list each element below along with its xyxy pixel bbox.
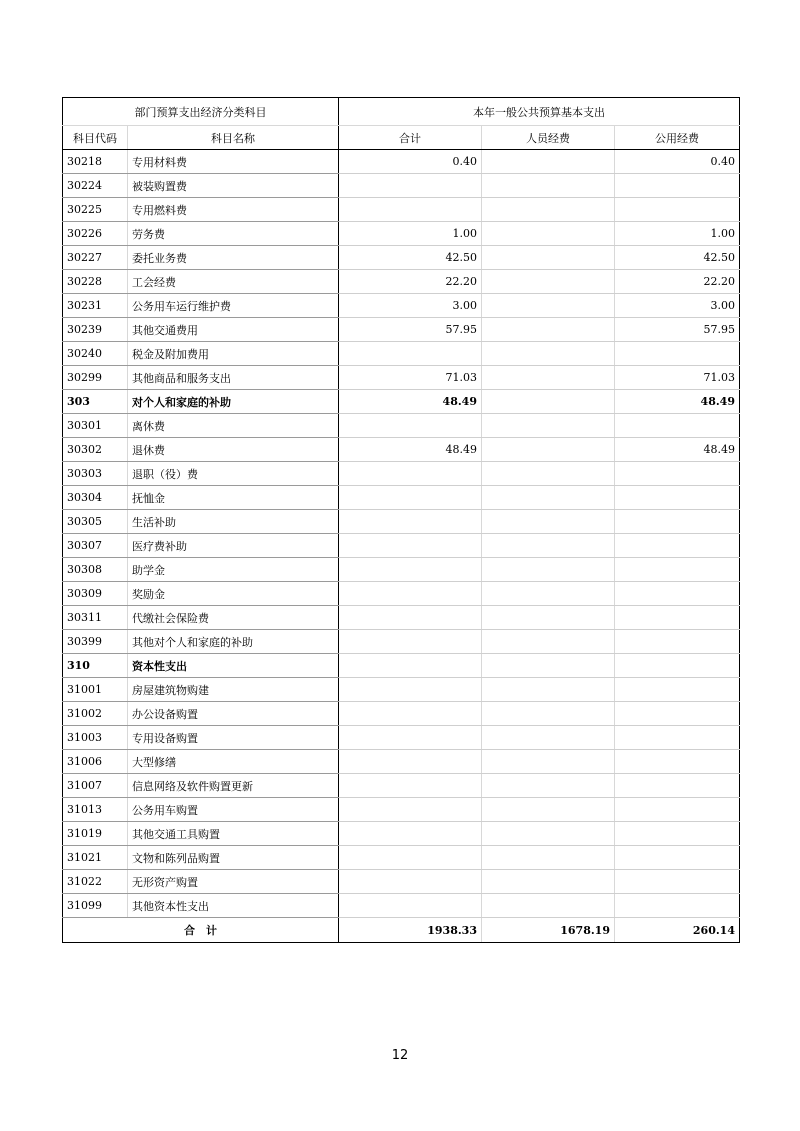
row-public [615,342,740,366]
row-total: 0.40 [339,150,482,174]
row-code: 30225 [63,198,128,222]
row-personnel [482,534,615,558]
row-public [615,534,740,558]
row-name: 办公设备购置 [128,702,339,726]
table-row [63,510,740,534]
header-total: 合计 [339,126,482,150]
row-code: 30302 [63,438,128,462]
row-total [339,342,482,366]
table-row [63,318,740,342]
row-name: 奖励金 [128,582,339,606]
row-name: 退职（役）费 [128,462,339,486]
table-row [63,894,740,918]
row-total: 1.00 [339,222,482,246]
table-row [63,390,740,414]
row-public [615,774,740,798]
row-personnel [482,870,615,894]
row-total [339,750,482,774]
row-personnel [482,462,615,486]
row-total [339,870,482,894]
row-name: 专用设备购置 [128,726,339,750]
row-code: 30227 [63,246,128,270]
row-name: 文物和陈列品购置 [128,846,339,870]
row-public [615,822,740,846]
row-personnel [482,510,615,534]
row-name: 专用燃料费 [128,198,339,222]
row-public [615,798,740,822]
row-total [339,486,482,510]
row-total [339,462,482,486]
row-code: 31021 [63,846,128,870]
row-public [615,654,740,678]
row-total: 71.03 [339,366,482,390]
row-code: 30303 [63,462,128,486]
row-personnel [482,390,615,414]
table-row [63,414,740,438]
total-sum: 1938.33 [339,918,482,943]
row-code: 31006 [63,750,128,774]
row-code: 30226 [63,222,128,246]
total-label: 合 计 [63,918,339,943]
table-row [63,678,740,702]
table-row [63,342,740,366]
row-personnel [482,222,615,246]
header-code: 科目代码 [63,126,128,150]
row-personnel [482,270,615,294]
row-public [615,894,740,918]
row-public [615,558,740,582]
row-total [339,798,482,822]
table-row [63,294,740,318]
row-total [339,582,482,606]
row-personnel [482,846,615,870]
row-personnel [482,150,615,174]
row-personnel [482,414,615,438]
row-public [615,750,740,774]
row-personnel [482,630,615,654]
table-row [63,462,740,486]
row-code: 30231 [63,294,128,318]
table-row [63,174,740,198]
row-personnel [482,294,615,318]
row-personnel [482,246,615,270]
row-name: 大型修缮 [128,750,339,774]
row-personnel [482,198,615,222]
budget-expenditure-table [62,97,740,943]
row-total [339,678,482,702]
row-code: 30305 [63,510,128,534]
row-name: 其他资本性支出 [128,894,339,918]
table-row [63,222,740,246]
row-personnel [482,798,615,822]
row-total [339,510,482,534]
row-name: 对个人和家庭的补助 [128,390,339,414]
row-name: 工会经费 [128,270,339,294]
row-public [615,462,740,486]
row-total [339,702,482,726]
table-row [63,726,740,750]
row-name: 专用材料费 [128,150,339,174]
row-code: 30304 [63,486,128,510]
row-name: 房屋建筑物购建 [128,678,339,702]
row-name: 资本性支出 [128,654,339,678]
row-name: 医疗费补助 [128,534,339,558]
page-number: 12 [391,1048,409,1063]
row-public [615,582,740,606]
table-row [63,798,740,822]
row-name: 公务用车购置 [128,798,339,822]
row-name: 其他对个人和家庭的补助 [128,630,339,654]
row-name: 退休费 [128,438,339,462]
row-code: 30218 [63,150,128,174]
row-total: 57.95 [339,318,482,342]
row-name: 税金及附加费用 [128,342,339,366]
table-row [63,750,740,774]
row-name: 其他交通工具购置 [128,822,339,846]
header-public: 公用经费 [615,126,740,150]
row-code: 31001 [63,678,128,702]
row-code: 310 [63,654,128,678]
row-public [615,870,740,894]
row-public: 22.20 [615,270,740,294]
row-public: 48.49 [615,438,740,462]
row-total [339,606,482,630]
row-personnel [482,558,615,582]
row-total: 48.49 [339,438,482,462]
table-row [63,150,740,174]
row-public: 57.95 [615,318,740,342]
header-column-row [63,126,740,150]
row-personnel [482,750,615,774]
row-total [339,726,482,750]
row-personnel [482,726,615,750]
row-personnel [482,582,615,606]
row-total [339,198,482,222]
row-name: 其他交通费用 [128,318,339,342]
row-name: 公务用车运行维护费 [128,294,339,318]
row-public: 1.00 [615,222,740,246]
row-total [339,894,482,918]
row-personnel [482,774,615,798]
row-code: 30228 [63,270,128,294]
table-row [63,558,740,582]
table-row [63,270,740,294]
header-personnel: 人员经费 [482,126,615,150]
row-name: 代缴社会保险费 [128,606,339,630]
row-code: 30308 [63,558,128,582]
table-row [63,654,740,678]
table-row [63,606,740,630]
row-code: 31019 [63,822,128,846]
row-code: 31013 [63,798,128,822]
row-personnel [482,318,615,342]
row-public [615,678,740,702]
row-code: 30240 [63,342,128,366]
row-public [615,174,740,198]
row-name: 信息网络及软件购置更新 [128,774,339,798]
table-row [63,534,740,558]
row-total [339,822,482,846]
row-total: 42.50 [339,246,482,270]
row-name: 委托业务费 [128,246,339,270]
row-code: 31007 [63,774,128,798]
row-code: 30311 [63,606,128,630]
row-code: 303 [63,390,128,414]
table-row [63,702,740,726]
row-personnel [482,702,615,726]
row-name: 生活补助 [128,510,339,534]
table-row [63,822,740,846]
table-row [63,774,740,798]
row-public [615,486,740,510]
row-code: 30399 [63,630,128,654]
row-total: 22.20 [339,270,482,294]
row-total [339,174,482,198]
row-code: 31003 [63,726,128,750]
row-name: 劳务费 [128,222,339,246]
header-group-left: 部门预算支出经济分类科目 [63,98,339,126]
row-public [615,510,740,534]
row-personnel [482,174,615,198]
table-row [63,870,740,894]
row-code: 31099 [63,894,128,918]
row-public [615,630,740,654]
row-code: 30224 [63,174,128,198]
row-total [339,654,482,678]
row-personnel [482,822,615,846]
row-total [339,558,482,582]
row-public [615,846,740,870]
row-public: 42.50 [615,246,740,270]
row-public [615,198,740,222]
row-code: 30299 [63,366,128,390]
row-total [339,846,482,870]
row-code: 30309 [63,582,128,606]
row-public: 0.40 [615,150,740,174]
table-row [63,438,740,462]
row-personnel [482,486,615,510]
header-group-right: 本年一般公共预算基本支出 [339,98,740,126]
row-public: 3.00 [615,294,740,318]
total-personnel: 1678.19 [482,918,615,943]
row-code: 30301 [63,414,128,438]
row-code: 31002 [63,702,128,726]
row-total [339,630,482,654]
row-personnel [482,654,615,678]
row-name: 其他商品和服务支出 [128,366,339,390]
row-name: 离休费 [128,414,339,438]
table-row [63,198,740,222]
row-code: 31022 [63,870,128,894]
row-code: 30239 [63,318,128,342]
total-public: 260.14 [615,918,740,943]
table-row [63,246,740,270]
table-row [63,846,740,870]
row-total [339,534,482,558]
row-total: 48.49 [339,390,482,414]
row-personnel [482,438,615,462]
header-group-row [63,98,740,126]
row-total [339,774,482,798]
row-total [339,414,482,438]
row-personnel [482,678,615,702]
table-row [63,630,740,654]
row-code: 30307 [63,534,128,558]
row-name: 无形资产购置 [128,870,339,894]
row-name: 被装购置费 [128,174,339,198]
row-public [615,606,740,630]
row-personnel [482,606,615,630]
header-name: 科目名称 [128,126,339,150]
table-row [63,582,740,606]
row-personnel [482,342,615,366]
total-row [63,918,740,943]
table-row [63,366,740,390]
row-personnel [482,366,615,390]
row-name: 助学金 [128,558,339,582]
row-total: 3.00 [339,294,482,318]
row-public [615,726,740,750]
row-public: 71.03 [615,366,740,390]
table-row [63,486,740,510]
row-name: 抚恤金 [128,486,339,510]
row-public [615,414,740,438]
row-personnel [482,894,615,918]
row-public [615,702,740,726]
row-public: 48.49 [615,390,740,414]
